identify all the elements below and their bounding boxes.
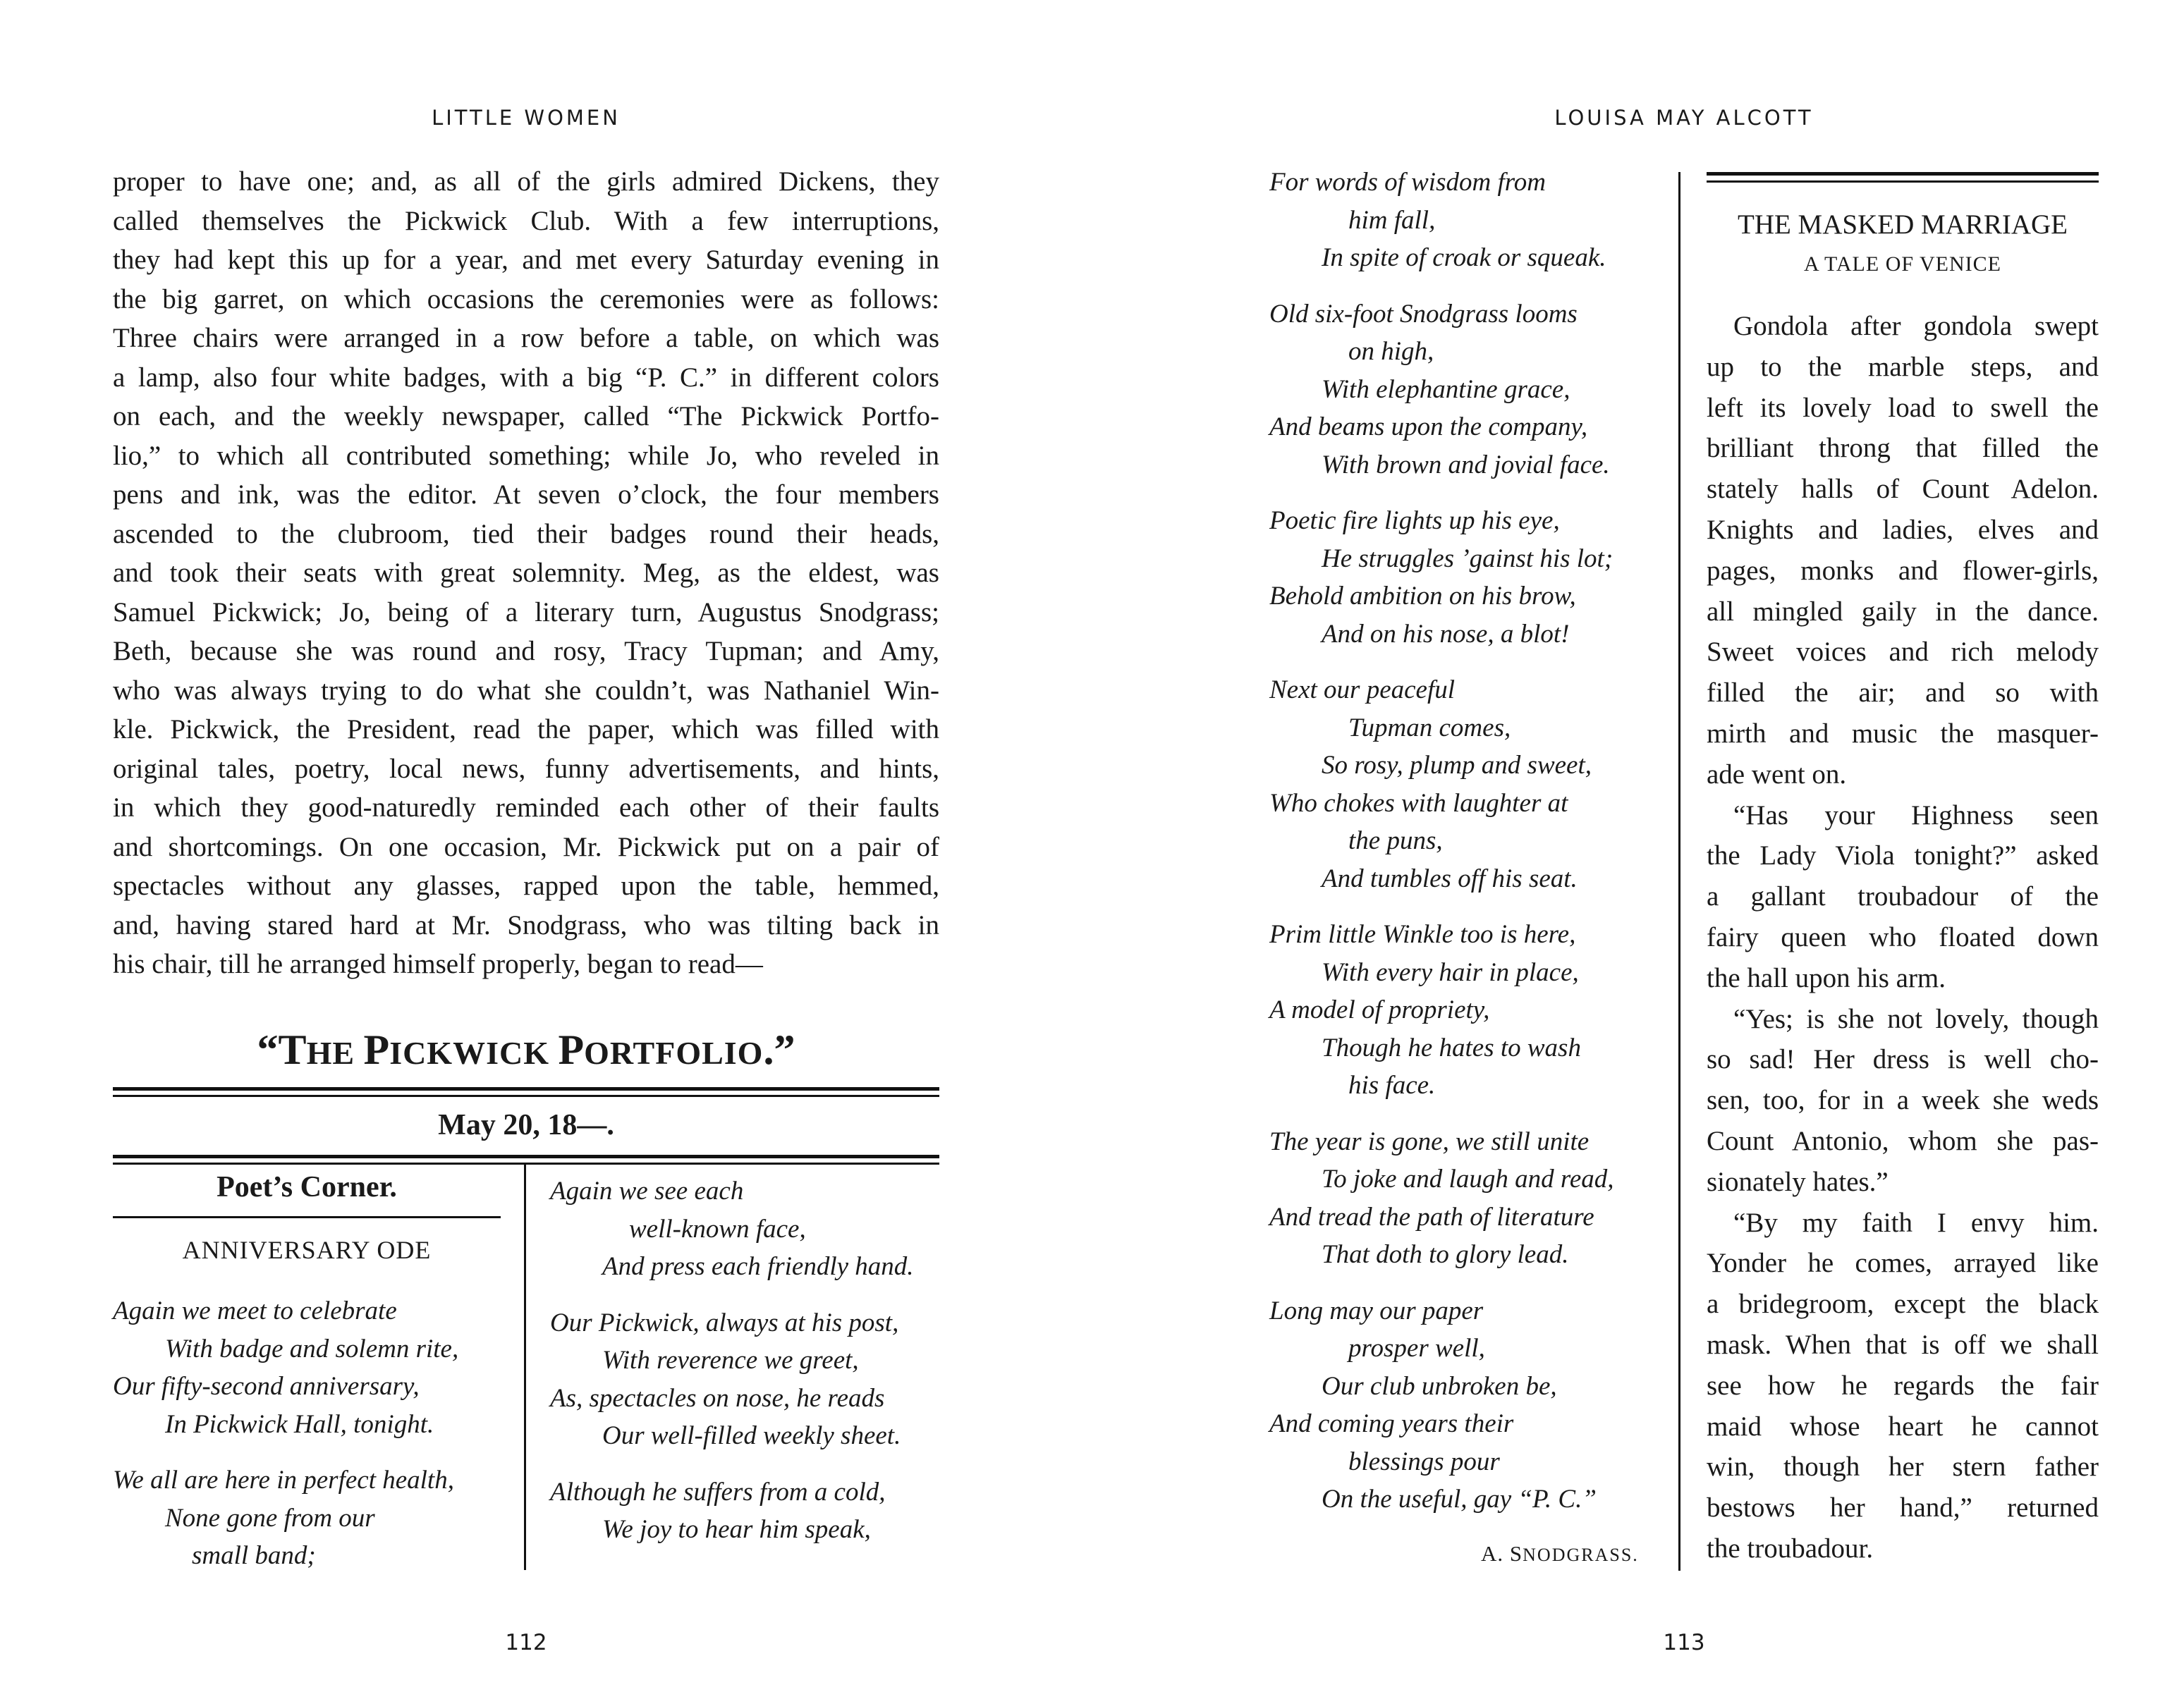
prose-line: on each, and the weekly newspaper, called “The Pickwick Portfo- xyxy=(113,401,939,431)
prose-line: spectacles without any glasses, rapped upon the table, hemmed, xyxy=(113,871,939,901)
prose-line: called themselves the Pickwick Club. With a few interruptions, xyxy=(113,205,939,236)
verse-line: Our well-filled weekly sheet. xyxy=(602,1421,901,1450)
verse-line: So rosy, plump and sweet, xyxy=(1322,751,1592,780)
verse-line: He struggles ’gainst his lot; xyxy=(1322,544,1613,573)
verse-line: his face. xyxy=(1348,1071,1436,1100)
prose-line: kle. Pickwick, the President, read the paper, which was filled with xyxy=(113,714,939,744)
stanza xyxy=(113,1292,458,1443)
tale-line: “By my faith I envy him. xyxy=(1733,1207,2099,1238)
tale-line: all mingled gaily in the dance. xyxy=(1707,596,2099,627)
verse-line: Tupman comes, xyxy=(1348,713,1511,742)
verse-line: well-known face, xyxy=(629,1214,806,1244)
verse-line: Old six-foot Snodgrass looms xyxy=(1269,299,1578,329)
verse-line: With every hair in place, xyxy=(1322,957,1579,987)
verse-line: Behold ambition on his brow, xyxy=(1269,582,1576,611)
tale-line: fairy queen who floated down xyxy=(1707,921,2099,952)
title-part: “T xyxy=(257,1026,307,1073)
verse-line: We joy to hear him speak, xyxy=(602,1515,871,1544)
verse-line: him fall, xyxy=(1348,205,1436,235)
tale-line: the hall upon his arm. xyxy=(1707,962,1946,993)
tale-rule-b xyxy=(1707,180,2099,183)
tale-line: sen, too, for in a week she weds xyxy=(1707,1085,2099,1116)
prose-paragraph xyxy=(113,162,939,984)
ode-column-2 xyxy=(550,1172,914,1567)
prose-line: and, having stared hard at Mr. Snodgrass, who was tilting back in xyxy=(113,909,939,940)
tale-line: win, though her stern father xyxy=(1707,1452,2099,1483)
tale-line: a bridegroom, except the black xyxy=(1707,1289,2099,1320)
tale-line: see how he regards the fair xyxy=(1707,1370,2099,1401)
tale-line: bestows her hand,” returned xyxy=(1707,1492,2099,1524)
verse-line: To joke and laugh and read, xyxy=(1322,1165,1614,1194)
verse-line: None gone from our xyxy=(165,1503,375,1533)
prose-line: pens and ink, was the editor. At seven o’clock, the four members xyxy=(113,479,939,510)
ode-column-1 xyxy=(113,1292,458,1593)
verse-line: Again we see each xyxy=(550,1177,744,1206)
verse-line: That doth to glory lead. xyxy=(1322,1240,1569,1269)
verse-line: And press each friendly hand. xyxy=(602,1252,914,1281)
verse-line: In Pickwick Hall, tonight. xyxy=(165,1409,434,1439)
verse-line: the puns, xyxy=(1348,826,1443,855)
prose-line: Samuel Pickwick; Jo, being of a literary turn, Augustus Snodgrass; xyxy=(113,596,939,627)
right-page-number: 113 xyxy=(1663,1630,1705,1655)
verse-line: small band; xyxy=(192,1541,316,1570)
signature-initial: A. S xyxy=(1481,1541,1523,1566)
stanza xyxy=(113,1461,458,1575)
verse-line: As, spectacles on nose, he reads xyxy=(550,1383,885,1413)
corner-underline xyxy=(113,1216,501,1218)
verse-line: And coming years their xyxy=(1269,1409,1514,1438)
tale-line: Yonder he comes, arrayed like xyxy=(1707,1248,2099,1279)
verse-line: Next our peaceful xyxy=(1269,675,1456,704)
title-part: ORTFOLIO xyxy=(584,1035,764,1071)
stanza xyxy=(1269,671,1614,897)
verse-line: Though he hates to wash xyxy=(1322,1033,1581,1062)
prose-line: who was always trying to do what she couldn’t, was Nathaniel Win- xyxy=(113,675,939,706)
stanza xyxy=(1269,502,1614,653)
verse-line: For words of wisdom from xyxy=(1269,168,1546,197)
right-running-head: LOUISA MAY ALCOTT xyxy=(1554,106,1814,130)
tale-line: “Yes; is she not lovely, though xyxy=(1733,1003,2099,1034)
tale-line: Knights and ladies, elves and xyxy=(1707,514,2099,545)
stanza xyxy=(1269,1292,1614,1519)
verse-line: prosper well, xyxy=(1348,1334,1485,1363)
prose-line: lio,” to which all contributed something; while Jo, who reveled in xyxy=(113,440,939,471)
tale-line: maid whose heart he cannot xyxy=(1707,1411,2099,1442)
verse-line: In spite of croak or squeak. xyxy=(1322,243,1606,272)
verse-line: And tread the path of literature xyxy=(1269,1202,1594,1232)
stanza xyxy=(550,1172,914,1286)
tale-body xyxy=(1707,306,2099,1569)
prose-line: Beth, because she was round and rosy, Tracy Tupman; and Amy, xyxy=(113,636,939,666)
double-rule-mid-a xyxy=(113,1155,939,1158)
ode-title: ANNIVERSARY ODE xyxy=(182,1236,432,1264)
tale-line: sionately hates.” xyxy=(1707,1166,1889,1197)
verse-line: With elephantine grace, xyxy=(1322,374,1570,404)
prose-line: original tales, poetry, local news, funny advertisements, and hints, xyxy=(113,753,939,784)
verse-line: blessings pour xyxy=(1348,1447,1500,1476)
stanza xyxy=(1269,1123,1614,1274)
prose-line: they had kept this up for a year, and met every Saturday evening in xyxy=(113,245,939,275)
stanza xyxy=(550,1473,914,1549)
tale-line: up to the marble steps, and xyxy=(1707,351,2099,382)
verse-line: And beams upon the company, xyxy=(1269,412,1588,441)
prose-line: ascended to the clubroom, tied their badges round their heads, xyxy=(113,518,939,549)
verse-line: We all are here in perfect health, xyxy=(113,1466,454,1495)
verse-line: And on his nose, a blot! xyxy=(1322,619,1570,649)
tale-line: Gondola after gondola swept xyxy=(1733,311,2099,341)
column-divider-right xyxy=(1678,172,1680,1571)
portfolio-title xyxy=(113,1026,939,1074)
verse-line: Who chokes with laughter at xyxy=(1269,788,1568,818)
prose-line: the big garret, on which occasions the ceremonies were as follows: xyxy=(113,283,939,314)
tale-line: brilliant throng that filled the xyxy=(1707,433,2099,464)
verse-line: With reverence we greet, xyxy=(602,1346,859,1375)
verse-line: Poetic fire lights up his eye, xyxy=(1269,506,1560,535)
verse-line: The year is gone, we still unite xyxy=(1269,1127,1590,1156)
verse-line: On the useful, gay “P. C.” xyxy=(1322,1485,1597,1514)
verse-line: Our club unbroken be, xyxy=(1322,1371,1557,1401)
tale-line: mask. When that is off we shall xyxy=(1707,1329,2099,1360)
verse-line: Again we meet to celebrate xyxy=(113,1296,397,1325)
title-part: ICKWICK xyxy=(389,1035,559,1071)
tale-line: “Has your Highness seen xyxy=(1733,799,2099,830)
tale-line: the troubadour. xyxy=(1707,1533,1874,1564)
verse-line: Although he suffers from a cold, xyxy=(550,1477,886,1507)
tale-title: THE MASKED MARRIAGE xyxy=(1738,209,2068,240)
stanza xyxy=(1269,916,1614,1105)
tale-line: mirth and music the masquer- xyxy=(1707,718,2099,749)
double-rule-mid-b xyxy=(113,1163,939,1165)
prose-line: in which they good-naturedly reminded each other of their faults xyxy=(113,792,939,823)
title-part: P xyxy=(363,1026,390,1073)
title-part: .” xyxy=(763,1026,795,1073)
tale-line: stately halls of Count Adelon. xyxy=(1707,474,2099,505)
verse-line: Our Pickwick, always at his post, xyxy=(550,1308,899,1337)
stanza xyxy=(1269,164,1614,277)
tale-line: ade went on. xyxy=(1707,759,1847,790)
prose-line: his chair, till he arranged himself properly, began to read— xyxy=(113,949,763,979)
verse-line: A model of propriety, xyxy=(1269,995,1490,1024)
tale-line: Sweet voices and rich melody xyxy=(1707,637,2099,668)
tale-line: pages, monks and flower-girls, xyxy=(1707,555,2099,586)
tale-line: a gallant troubadour of the xyxy=(1707,881,2099,912)
tale-line: left its lovely load to swell the xyxy=(1707,392,2099,423)
left-running-head: LITTLE WOMEN xyxy=(432,106,621,130)
title-part: P xyxy=(558,1026,585,1073)
issue-date: May 20, 18—. xyxy=(438,1109,614,1141)
tale-line: so sad! Her dress is well cho- xyxy=(1707,1044,2099,1075)
left-page-number: 112 xyxy=(505,1630,547,1655)
double-rule-top-b xyxy=(113,1095,939,1097)
stanza xyxy=(550,1304,914,1455)
double-rule-top-a xyxy=(113,1087,939,1091)
verse-line: on high, xyxy=(1348,337,1434,366)
tale-line: Count Antonio, whom she pas- xyxy=(1707,1125,2099,1156)
prose-line: proper to have one; and, as all of the girls admired Dickens, they xyxy=(113,166,939,197)
prose-line: and took their seats with great solemnity. Meg, as the eldest, was xyxy=(113,558,939,588)
tale-rule-a xyxy=(1707,172,2099,176)
tale-subtitle: A TALE OF VENICE xyxy=(1804,252,2001,276)
poets-corner-heading: Poet’s Corner. xyxy=(216,1171,397,1203)
prose-line: a lamp, also four white badges, with a big “P. C.” in different colors xyxy=(113,362,939,393)
poem-signature xyxy=(1481,1541,1639,1567)
verse-line: And tumbles off his seat. xyxy=(1322,864,1578,893)
verse-line: Prim little Winkle too is here, xyxy=(1269,920,1576,949)
title-part: HE xyxy=(306,1035,364,1071)
prose-line: and shortcomings. On one occasion, Mr. Pickwick put on a pair of xyxy=(113,831,939,862)
poem-column xyxy=(1269,164,1614,1537)
verse-line: With badge and solemn rite, xyxy=(165,1334,459,1363)
prose-line: Three chairs were arranged in a row before a table, on which was xyxy=(113,323,939,353)
verse-line: With brown and jovial face. xyxy=(1322,450,1610,479)
stanza xyxy=(1269,295,1614,484)
tale-line: filled the air; and so with xyxy=(1707,678,2099,709)
verse-line: Our fifty-second anniversary, xyxy=(113,1372,420,1401)
tale-line: the Lady Viola tonight?” asked xyxy=(1707,840,2099,871)
column-divider-left xyxy=(524,1165,526,1570)
signature-rest: NODGRASS. xyxy=(1523,1545,1639,1565)
verse-line: Long may our paper xyxy=(1269,1296,1484,1325)
